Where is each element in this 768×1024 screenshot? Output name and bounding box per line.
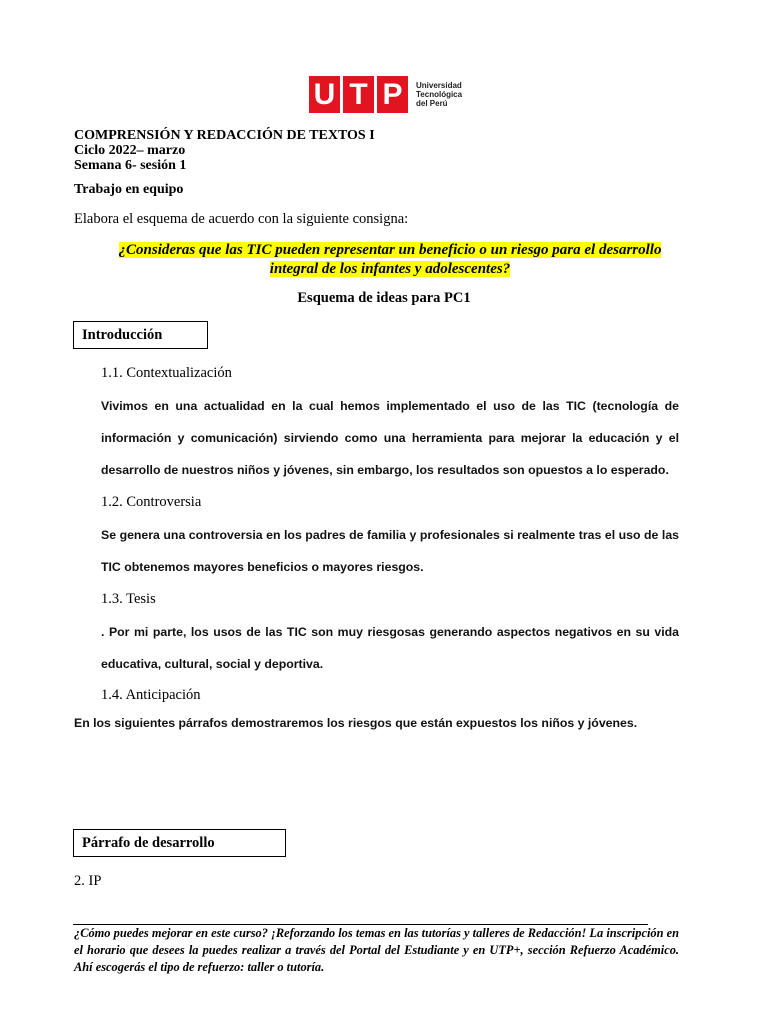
assignment-subtitle: Trabajo en equipo — [74, 182, 184, 197]
section-text-contextualizacion: Vivimos en una actualidad en la cual hemos implementado el uso de las TIC (tecnología de información y comunicación) sirviendo como una herramienta para mejorar la educación y el desarrollo de nuestros niños y jóvenes, sin embargo, los resultados son opuestos a lo esperado. — [101, 399, 679, 477]
course-title: COMPRENSIÓN Y REDACCIÓN DE TEXTOS I — [74, 128, 375, 143]
section-text-controversia: Se genera una controversia en los padres de familia y profesionales si realmente tras el uso de las TIC obtenemos mayores beneficios o mayores riesgos. — [101, 528, 679, 574]
footer-note: ¿Cómo puedes mejorar en este curso? ¡Reforzando los temas en las tutorías y talleres de Redacción! La inscripción en el horario que desees la puedes realizar a través del Portal del Estudiante y en UTP+, sección Refuerzo Académico. Ahí escogerás el tipo de refuerzo: taller o tutoría. — [74, 926, 679, 974]
intro-section-box — [73, 321, 208, 349]
section-heading-anticipacion: 1.4. Anticipación — [101, 687, 201, 703]
section-heading-contextualizacion: 1.1. Contextualización — [101, 365, 232, 381]
logo-university-name — [416, 81, 462, 108]
development-section-label: Párrafo de desarrollo — [82, 834, 215, 851]
question-line-2: integral de los infantes y adolescentes? — [269, 261, 511, 277]
section-text-anticipacion: En los siguientes párrafos demostraremos los riesgos que están expuestos los niños y jóvenes. — [74, 716, 638, 730]
logo-text-line-1: Universidad — [416, 81, 462, 90]
logo-letter-t: T — [343, 76, 374, 113]
instruction-text: Elabora el esquema de acuerdo con la siguiente consigna: — [74, 211, 409, 227]
section-text-tesis: . Por mi parte, los usos de las TIC son muy riesgosas generando aspectos negativos en su vida educativa, cultural, social y deportiva. — [101, 625, 679, 671]
development-section-box — [73, 829, 286, 857]
prompt-question — [60, 241, 720, 279]
scheme-title: Esquema de ideas para PC1 — [297, 290, 471, 306]
section-heading-tesis: 1.3. Tesis — [101, 591, 156, 607]
course-cycle: Ciclo 2022– marzo — [74, 143, 186, 158]
logo-text-line-2: Tecnológica — [416, 90, 463, 99]
question-line-1: ¿Consideras que las TIC pueden representar un beneficio o un riesgo para el desarrollo — [118, 242, 662, 258]
section-heading-controversia: 1.2. Controversia — [101, 494, 202, 510]
logo-letter-u: U — [309, 76, 340, 113]
logo-letter-p: P — [377, 76, 408, 113]
development-item-ip: 2. IP — [74, 873, 102, 889]
document-header — [74, 128, 375, 173]
intro-section-label: Introducción — [82, 326, 163, 343]
course-week: Semana 6- sesión 1 — [74, 158, 187, 173]
logo-text-line-3: del Perú — [416, 99, 448, 108]
utp-logo — [309, 76, 462, 113]
